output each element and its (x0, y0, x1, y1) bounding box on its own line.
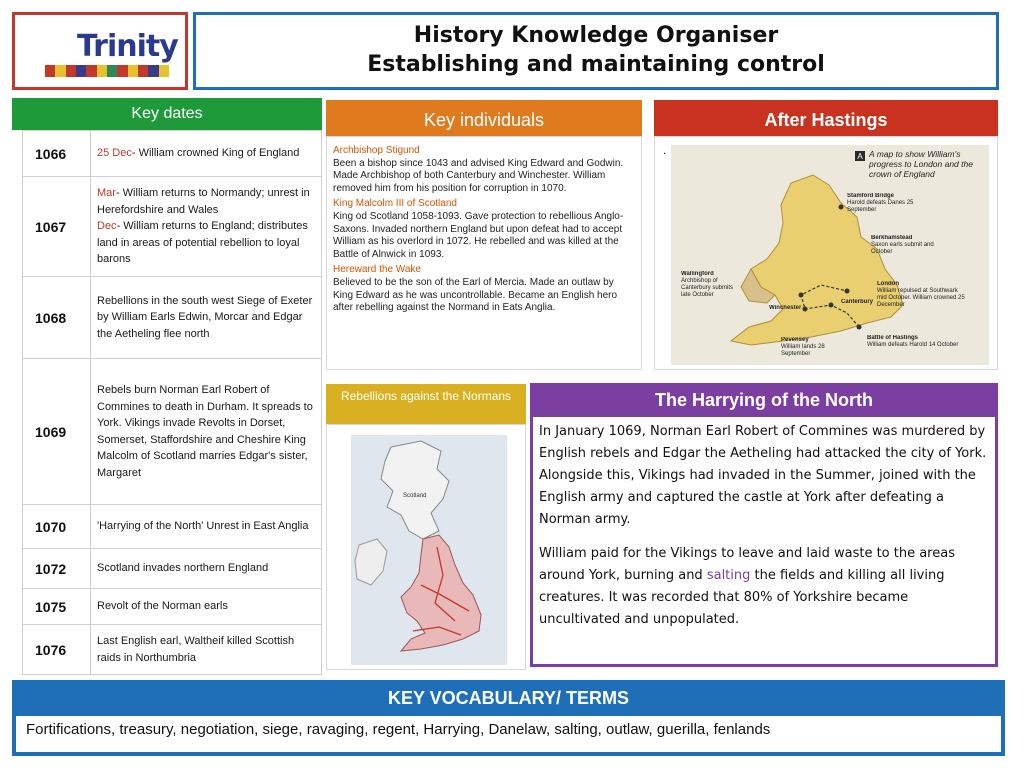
map-label-title: Canterbury (841, 299, 874, 305)
date-event (91, 177, 322, 277)
map-caption-text: A map to show William's progress to London and the crown of England (869, 149, 973, 179)
logo-stripe (148, 65, 158, 77)
date-event-text: - William crowned King of England (131, 147, 300, 160)
logo-stripe (76, 65, 86, 77)
map-label-title: Stamford Bridge (847, 193, 895, 199)
logo-stripe (107, 65, 117, 77)
individual-name: King Malcolm III of Scotland (333, 198, 457, 210)
logo-stripes (45, 65, 169, 77)
vocabulary-terms: Fortifications, treasury, negotiation, siege, ravaging, regent, Harrying, Danelaw, salting, outlaw, guerilla, fenlands (12, 716, 1005, 756)
date-row (23, 625, 322, 675)
date-event-text: Scotland invades northern England (91, 549, 322, 589)
map-label-title: London (877, 281, 899, 287)
logo-stripe (97, 65, 107, 77)
individual-bio: Been a bishop since 1043 and advised King Edward and Godwin. Made Archbishop of both Canterbury and Winchester. William removed him from his position for corruption in 1070. (333, 157, 624, 194)
logo-stripe (159, 65, 169, 77)
map-label-text: William lands 28 September (781, 344, 825, 357)
town-marker (839, 205, 844, 210)
date-event-text: Rebels burn Norman Earl Robert of Commines to death in Durham. It spreads to York. Vikings invade Revolts in Dorset, Somerset, Staffordshire and Cheshire King Malcolm of Scotland marries Edgar's sister, Margaret (91, 359, 322, 505)
individual-bio: Believed to be the son of the Earl of Mercia. Made an outlaw by King Edward as he was uncontrollable. Became an English hero after rebelling against the Normand in Eats Anglia. (333, 276, 618, 314)
date-highlight: 25 Dec (97, 147, 132, 160)
map-label-text: Archbishop of Canterbury submits late October (681, 278, 734, 298)
town-marker (799, 293, 804, 298)
date-event-text: Rebellions in the south west Siege of Exeter by William Earls Edwin, Morcar and Edgar the Aetheling flee north (91, 277, 322, 359)
logo-stripe (117, 65, 127, 77)
after-hastings-panel (654, 136, 998, 370)
town-marker (829, 303, 834, 308)
map-label-title: Wallingford (681, 271, 714, 277)
logo-stripe (86, 65, 96, 77)
logo-stripe (45, 65, 55, 77)
key-dates-table (22, 130, 322, 675)
key-dates-header: Key dates (12, 98, 322, 130)
logo-text: Trinity (77, 29, 178, 64)
individual-name: Archbishop Stigund (333, 145, 420, 156)
stray-dot: . (663, 143, 667, 157)
date-row (23, 277, 322, 359)
date-event-text: Revolt of the Norman earls (91, 589, 322, 625)
england-map-image (671, 145, 989, 365)
britain-map-image (351, 435, 507, 665)
harrying-highlight: salting (706, 568, 751, 583)
harrying-panel (530, 417, 998, 667)
date-event-text: 'Harrying of the North' Unrest in East Anglia (91, 505, 322, 549)
school-logo (12, 12, 188, 90)
scotland-label: Scotland (403, 493, 427, 499)
date-row (23, 589, 322, 625)
logo-stripe (66, 65, 76, 77)
key-individuals-panel (326, 136, 642, 370)
vocabulary-header: KEY VOCABULARY/ TERMS (12, 680, 1005, 716)
after-hastings-header: After Hastings (654, 100, 998, 136)
england-wales-shape (401, 535, 481, 651)
harrying-text: the fields and killing all living creatures. It was recorded that 80% of Yorkshire became uncultivated and unpopulated. (539, 568, 945, 627)
date-event-text: - William returns to Normandy; unrest in Herefordshire and Wales (97, 187, 310, 216)
date-row (23, 549, 322, 589)
logo-stripe (128, 65, 138, 77)
rebellions-panel (326, 424, 526, 670)
date-row (23, 359, 322, 505)
date-year: 1066 (23, 131, 91, 177)
date-year: 1075 (23, 589, 91, 625)
map-label-title: Berkhamstead (871, 235, 913, 241)
rebellions-map (351, 435, 507, 665)
map-label-text: Saxon earls submit and October (871, 242, 934, 255)
date-highlight: Mar (97, 187, 116, 200)
harrying-paragraph-2 (539, 543, 989, 631)
date-year: 1067 (23, 177, 91, 277)
key-individuals-header: Key individuals (326, 100, 642, 136)
date-row (23, 177, 322, 277)
map-label-title: Pevensey (781, 337, 809, 343)
date-event (91, 131, 322, 177)
map-label-title: Battle of Hastings (867, 335, 919, 341)
date-event-text: Last English earl, Waltheif killed Scottish raids in Northumbria (91, 625, 322, 675)
harrying-text: William paid for the Vikings to leave and laid waste to the areas around York, burning and (539, 546, 955, 583)
logo-stripe (138, 65, 148, 77)
date-event-text: - William returns to England; distributes land in areas of potential rebellion to loyal barons (97, 220, 308, 266)
caption-marker: A (857, 152, 863, 161)
rebellions-header: Rebellions against the Normans (326, 384, 526, 424)
harrying-header: The Harrying of the North (530, 383, 998, 417)
individual-bio: King od Scotland 1058-1093. Gave protection to rebellious Anglo-Saxons. Invaded northern England but upon defeat had to accept William as his overlord in 1072. He rebelled and was killed at the Battle of Alnwick in 1093. (333, 210, 624, 260)
date-highlight: Dec (97, 220, 117, 233)
map-caption (869, 149, 987, 189)
ireland-shape (355, 539, 387, 585)
logo-stripe (55, 65, 65, 77)
date-year: 1072 (23, 549, 91, 589)
scotland-shape (381, 441, 449, 539)
individual-name: Hereward the Wake (333, 264, 421, 276)
page-subtitle: Establishing and maintaining control (367, 52, 825, 77)
town-marker (845, 289, 850, 294)
date-row (23, 131, 322, 177)
william-progress-map (671, 145, 989, 365)
title-panel (193, 12, 999, 90)
date-year: 1070 (23, 505, 91, 549)
map-label-text: Harold defeats Danes 25 September (847, 200, 914, 213)
date-year: 1076 (23, 625, 91, 675)
map-label-title: Winchester (769, 305, 802, 311)
map-label-text: William repulsed at Southwark mid October. William crowned 25 December (877, 288, 965, 308)
date-row (23, 505, 322, 549)
town-marker (857, 325, 862, 330)
date-year: 1069 (23, 359, 91, 505)
map-label-text: William defeats Harold 14 October (867, 342, 959, 348)
page-title: History Knowledge Organiser (413, 23, 779, 48)
harrying-paragraph-1: In January 1069, Norman Earl Robert of Commines was murdered by English rebels and Edgar the Aetheling had attacked the city of York. Alongside this, Vikings had invaded in the Summer, joined with the English army and captured the castle at York after defeating a Norman army. (539, 424, 987, 527)
date-year: 1068 (23, 277, 91, 359)
